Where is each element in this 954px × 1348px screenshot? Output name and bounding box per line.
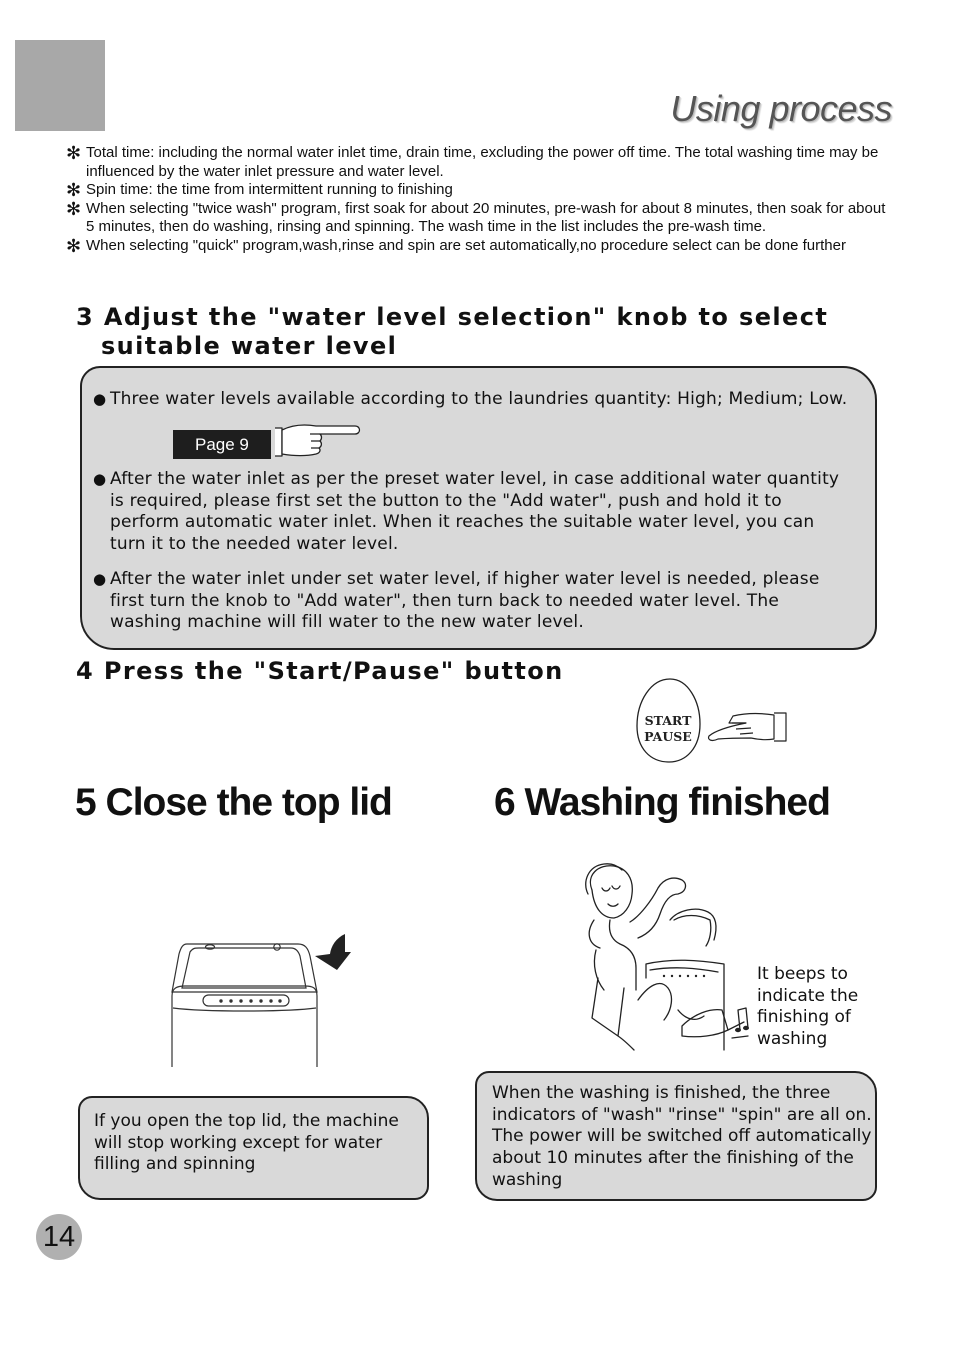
note-item: ✻ Total time: including the normal water inlet time, drain time, excluding the power off time. The total washing time may be influenced by the water inlet pressure and water level. <box>66 143 879 180</box>
asterisk-icon: ✻ <box>66 180 82 200</box>
step5-heading: 5 Close the top lid <box>75 781 392 824</box>
water-level-info-box <box>80 366 877 650</box>
beep-note: It beeps to indicate the finishing of washing <box>757 964 859 1050</box>
page-number: 14 <box>36 1214 82 1260</box>
bullet-dot-icon: ● <box>93 470 107 488</box>
bullet-dot-icon: ● <box>93 570 107 588</box>
asterisk-icon: ✻ <box>66 198 82 219</box>
washing-machine-illustration <box>165 926 365 1071</box>
bullet-item: ● After the water inlet as per the preset water level, in case additional water quantity is required, please first set the button to the "Add water", push and hold it to perform automatic water inlet. When it reaches the suitable water level, you can turn it to the needed water level. <box>93 469 840 554</box>
bullet-item: ● Three water levels available according to the laundries quantity: High; Medium; Low. <box>93 389 848 409</box>
note-item: ✻ When selecting "quick" program,wash,rinse and spin are set automatically,no procedure select can be done further <box>66 235 846 256</box>
corner-decoration <box>15 40 105 131</box>
note-item: ✻ Spin time: the time from intermittent running to finishing <box>66 180 453 200</box>
start-pause-button-graphic <box>636 676 796 766</box>
asterisk-icon: ✻ <box>66 235 82 256</box>
woman-with-laundry-illustration <box>578 860 758 1055</box>
bullet-dot-icon: ● <box>93 390 107 408</box>
step6-heading: 6 Washing finished <box>494 781 830 824</box>
washing-finished-info-box: When the washing is finished, the three indicators of "wash" "rinse" "spin" are all on. The power will be switched off automatically about 10 minutes after the finishing of the washing <box>475 1071 877 1201</box>
top-lid-info-box: If you open the top lid, the machine will stop working except for water filling and spinning <box>78 1096 429 1200</box>
asterisk-icon: ✻ <box>66 143 82 163</box>
start-label: START <box>644 713 692 728</box>
page-reference-label: Page 9 <box>173 430 271 459</box>
note-item: ✻ When selecting "twice wash" program, first soak for about 20 minutes, pre-wash for about 8 minutes, then soak for about 5 minutes, then do washing, rinsing and spinning. The wash time in the list includes the pre-wash time. <box>66 198 886 235</box>
step4-heading: 4 Press the "Start/Pause" button <box>76 657 564 685</box>
pause-label: PAUSE <box>644 729 692 744</box>
page-title: Using process <box>670 88 892 129</box>
bullet-item: ● After the water inlet under set water level, if higher water level is needed, please first turn the knob to "Add water", then turn back to needed water level. The washing machine will fill water to the new water level. <box>93 569 820 632</box>
step3-heading: 3 Adjust the "water level selection" knob to select suitable water level <box>76 303 829 360</box>
pointing-hand-icon <box>272 421 362 461</box>
notes-list <box>66 144 896 255</box>
